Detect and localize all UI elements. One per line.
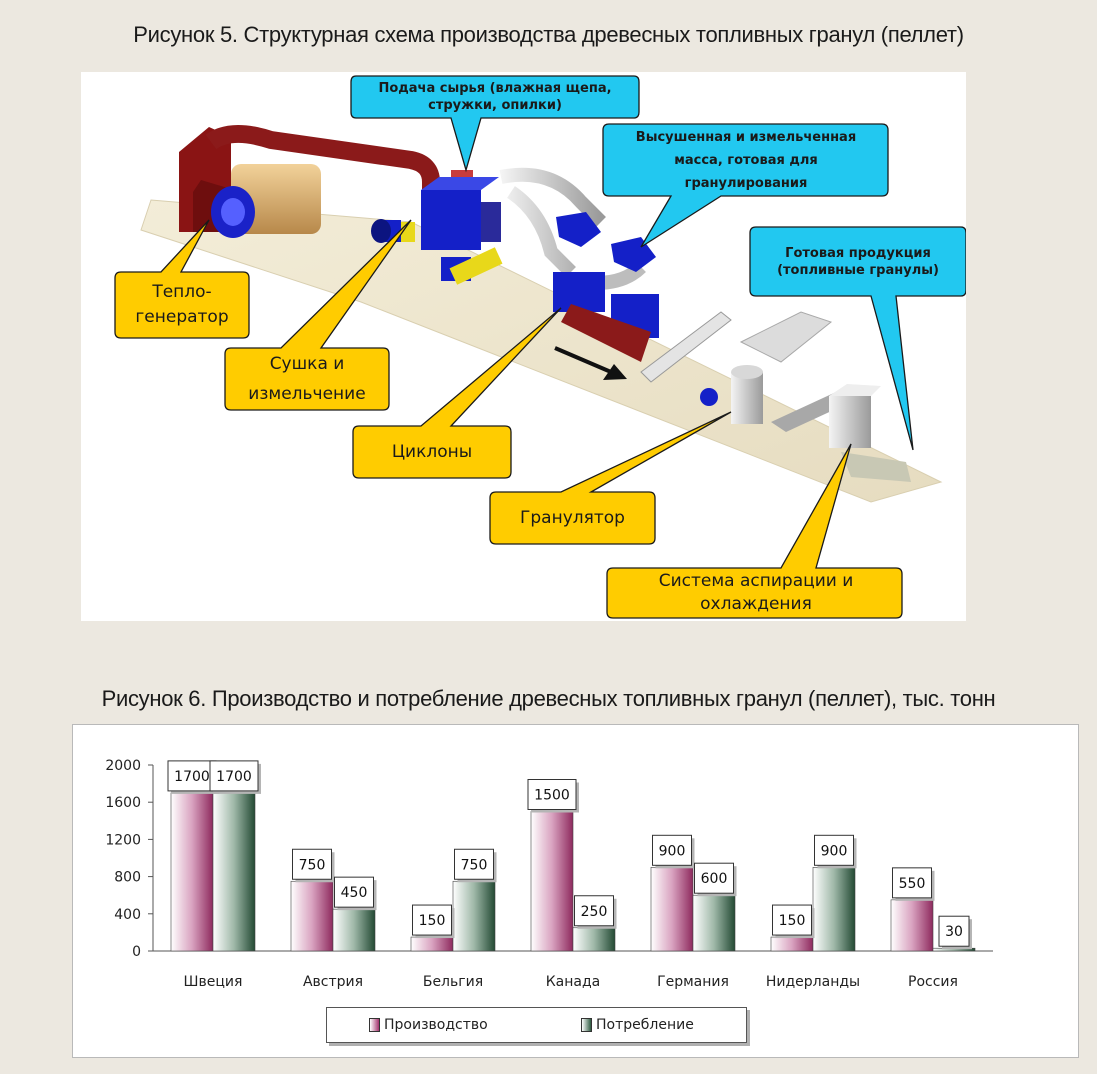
x-tick-label: Австрия [302, 974, 364, 990]
production-bar [771, 937, 813, 951]
y-tick-label: 800 [114, 869, 141, 886]
x-tick-label: Россия [908, 974, 958, 990]
data-label: 1700 [174, 768, 210, 785]
data-label: 150 [778, 913, 806, 930]
data-label: 450 [340, 885, 368, 902]
y-tick-label: 400 [114, 906, 141, 923]
consumption-bar [333, 909, 375, 951]
data-label: 1700 [216, 768, 252, 785]
consumption-bar [453, 881, 495, 951]
legend-production-label: Производство [384, 1017, 488, 1033]
consumption-bar [813, 867, 855, 951]
legend-consumption [581, 1017, 694, 1033]
figure5-title: Рисунок 5. Структурная схема производства древесных топливных гранул (пеллет) [133, 22, 964, 47]
production-bar [171, 793, 213, 951]
legend-production [369, 1017, 488, 1033]
data-label: 750 [460, 857, 488, 874]
drying-label: Сушка и измельчение [248, 354, 366, 404]
production-scheme-diagram [81, 72, 966, 621]
production-bar [411, 937, 453, 951]
data-label: 550 [898, 875, 926, 892]
y-tick-label: 1600 [105, 795, 141, 812]
finished-product-label: Готовая продукция (топливные гранулы) [777, 245, 939, 278]
production-bar [651, 867, 693, 951]
x-tick-label: Швеция [183, 974, 243, 990]
x-tick-label: Нидерланды [765, 974, 861, 990]
consumption-bar [693, 895, 735, 951]
granulator-label: Гранулятор [520, 507, 625, 528]
bar-chart-panel [72, 724, 1079, 1058]
data-label: 30 [945, 924, 963, 941]
data-label: 900 [820, 843, 848, 860]
consumption-bar [213, 793, 255, 951]
x-tick-label: Бельгия [422, 974, 484, 990]
raw-material-label: Подача сырья (влажная щепа, стружки, опилки) [378, 81, 612, 113]
data-label: 1500 [534, 787, 570, 804]
data-label: 150 [418, 913, 446, 930]
production-bar [531, 812, 573, 952]
data-label: 750 [298, 857, 326, 874]
figure6-title: Рисунок 6. Производство и потребление древесных топливных гранул (пеллет), тыс. тонн [101, 686, 996, 711]
consumption-bar [573, 928, 615, 951]
production-swatch [369, 1018, 380, 1032]
data-label: 600 [700, 871, 728, 888]
heat-generator-label: Тепло- генератор [135, 282, 229, 327]
legend-consumption-label: Потребление [596, 1017, 694, 1033]
cyclones-label: Циклоны [391, 441, 473, 462]
dried-mass-label: Высушенная и измельченная масса, готовая для гранулирования [635, 129, 857, 191]
data-label: 250 [580, 903, 608, 920]
chart-legend [326, 1007, 747, 1043]
y-tick-label: 2000 [105, 758, 141, 774]
x-tick-label: Германия [657, 974, 729, 990]
aspiration-label: Система аспирации и охлаждения [658, 571, 854, 614]
y-tick-label: 0 [132, 944, 141, 960]
x-tick-label: Канада [545, 974, 601, 990]
production-bar [891, 900, 933, 951]
production-bar [291, 881, 333, 951]
consumption-swatch [581, 1018, 592, 1032]
data-label: 900 [658, 843, 686, 860]
y-tick-label: 1200 [105, 832, 141, 849]
